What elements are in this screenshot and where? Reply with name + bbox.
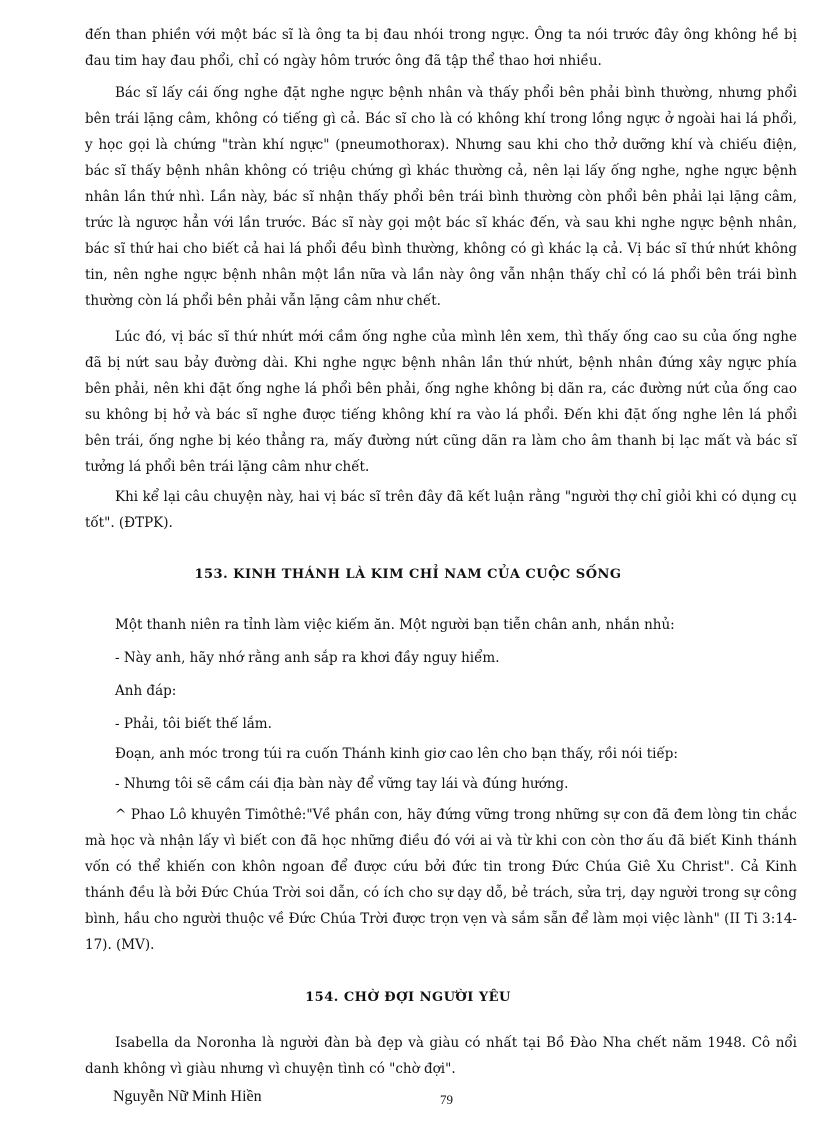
scripture-quote: ^ Phao Lô khuyên Timôthê:"Về phần con, hãy đứng vững trong những sự con đã đem lòng tin chắc mà học và nhận lấy vì biết con đã học những điều đó với ai và từ khi con còn thơ ấu đã biết Kinh thánh vốn có thể khiến con khôn ngoan để được cứu bởi đức tin trong Đức Chúa Giê Xu Christ". Cả Kinh thánh đều là bởi Đức Chúa Trời soi dẫn, có ích cho sự dạy dỗ, bẻ trách, sửa trị, dạy người trong sự công bình, hầu cho người thuộc về Đức Chúa Trời được trọn vẹn và sắm sẵn để làm mọi việc lành" (II Ti 3:14-17). (MV).: [85, 807, 797, 953]
section-heading-153: 153. KINH THÁNH LÀ KIM CHỈ NAM CỦA CUỘC SỐNG: [194, 567, 622, 582]
story-line: Anh đáp:: [115, 683, 177, 699]
section-heading-154: 154. CHỜ ĐỢI NGƯỜI YÊU: [305, 990, 511, 1005]
paragraph-cracked-tube: Lúc đó, vị bác sĩ thứ nhứt mới cầm ống nghe của mình lên xem, thì thấy ống cao su của ống nghe đã bị nứt sau bảy đường dài. Khi nghe ngực bệnh nhân lần thứ nhứt, bệnh nhân đứng xây ngực phía bên phải, nên khi đặt ống nghe lá phổi bên phải, ống nghe không bị dãn ra, các đường nứt của ống cao su không bị hở và bác sĩ nghe được tiếng không khí ra vào lá phổi. Đến khi đặt ống nghe lên lá phổi bên trái, ống nghe bị kéo thẳng ra, mấy đường nứt cũng dãn ra làm cho âm thanh bị lạc mất và bác sĩ tưởng lá phổi bên trái lặng câm như chết.: [85, 329, 797, 475]
story-line: - Nhưng tôi sẽ cầm cái địa bàn này để vững tay lái và đúng hướng.: [115, 776, 569, 792]
footer-author: Nguyễn Nữ Minh Hiền: [113, 1088, 262, 1105]
story-line: Đoạn, anh móc trong túi ra cuốn Thánh kinh giơ cao lên cho bạn thấy, rồi nói tiếp:: [115, 746, 678, 762]
paragraph-conclusion: Khi kể lại câu chuyện này, hai vị bác sĩ trên đây đã kết luận rằng "người thợ chỉ giỏi khi có dụng cụ tốt". (ĐTPK).: [85, 489, 797, 531]
paragraph-intro-continued: đến than phiền với một bác sĩ là ông ta bị đau nhói trong ngực. Ông ta nói trước đây ông không hề bị đau tim hay đau phổi, chỉ có ngày hôm trước ông đã tập thể thao hơi nhiều.: [85, 27, 797, 69]
paragraph-isabella: Isabella da Noronha là người đàn bà đẹp và giàu có nhất tại Bồ Đào Nha chết năm 1948. Cô nổi danh không vì giàu nhưng vì chuyện tình có "chờ đợi".: [85, 1035, 797, 1077]
paragraph-stethoscope-exam: Bác sĩ lấy cái ống nghe đặt nghe ngực bệnh nhân và thấy phổi bên phải bình thường, nhưng phổi bên trái lặng câm, không có tiếng gì cả. Bác sĩ cho là có không khí trong lồng ngực ở ngoài hai lá phổi, y học gọi là chứng "tràn khí ngực" (pneumothorax). Nhưng sau khi cho thở dưỡng khí và chiếu điện, bác sĩ thấy bệnh nhân không có triệu chứng gì khác thường cả, nên lại lấy ống nghe, nghe ngực bệnh nhân lần thứ nhì. Lần này, bác sĩ nhận thấy phổi bên trái bình thường còn phổi bên phải lại lặng câm, trức là ngược hẳn với lần trước. Bác sĩ này gọi một bác sĩ khác đến, và sau khi nghe ngực bệnh nhân, bác sĩ thứ hai cho biết cả hai lá phổi đều bình thường, không có gì khác lạ cả. Vị bác sĩ thứ nhứt không tin, nên nghe ngực bệnh nhân một lần nữa và lần này ông vẫn nhận thấy chỉ có lá phổi bên trái bình thường còn lá phổi bên phải vẫn lặng câm như chết.: [85, 85, 797, 309]
story-line: Một thanh niên ra tỉnh làm việc kiếm ăn. Một người bạn tiễn chân anh, nhắn nhủ:: [115, 617, 675, 633]
page-number: 79: [440, 1092, 453, 1107]
story-line: - Phải, tôi biết thế lắm.: [115, 716, 272, 732]
story-line: - Này anh, hãy nhớ rằng anh sắp ra khơi đầy nguy hiểm.: [115, 650, 500, 666]
